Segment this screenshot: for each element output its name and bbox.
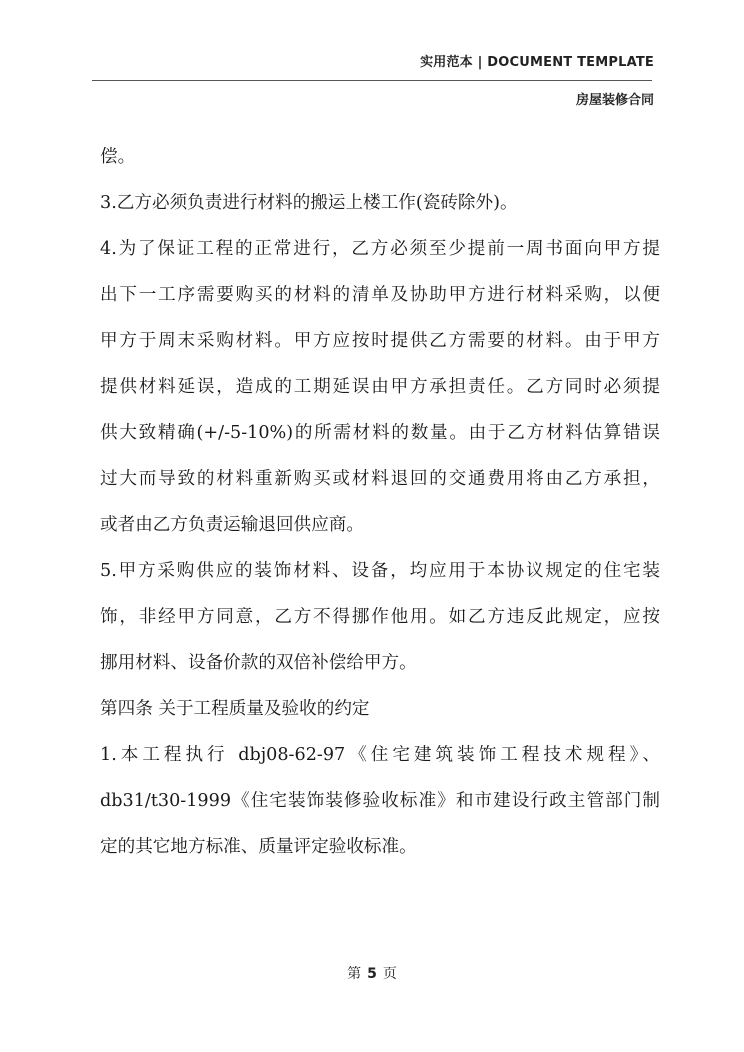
header-divider [92, 80, 652, 81]
page-number: 5 [367, 966, 377, 982]
body-line: 甲方于周末采购材料。甲方应按时提供乙方需要的材料。由于甲方 [100, 331, 660, 351]
page-label-suffix: 页 [382, 966, 397, 982]
body-line: 偿。 [100, 147, 136, 167]
body-line: 5.甲方采购供应的装饰材料、设备，均应用于本协议规定的住宅装 [100, 561, 660, 581]
section-heading: 第四条 关于工程质量及验收的约定 [100, 699, 370, 719]
body-line: 或者由乙方负责运输退回供应商。 [100, 515, 364, 535]
body-line: 提供材料延误，造成的工期延误由甲方承担责任。乙方同时必须提 [100, 377, 660, 397]
body-line: 出下一工序需要购买的材料的清单及协助甲方进行材料采购，以便 [100, 285, 660, 305]
body-line: 饰，非经甲方同意，乙方不得挪作他用。如乙方违反此规定，应按 [100, 607, 660, 627]
body-line: 过大而导致的材料重新购买或材料退回的交通费用将由乙方承担， [100, 469, 660, 489]
body-line: 供大致精确(+/-5-10%)的所需材料的数量。由于乙方材料估算错误 [100, 423, 660, 443]
document-header-title: 实用范本 | DOCUMENT TEMPLATE [420, 55, 654, 70]
page-footer [0, 963, 744, 983]
document-body [100, 134, 660, 870]
body-line: 挪用材料、设备价款的双倍补偿给甲方。 [100, 653, 417, 673]
body-line: 1.本工程执行 dbj08-62-97《住宅建筑装饰工程技术规程》、 [100, 745, 660, 765]
body-line: db31/t30-1999《住宅装饰装修验收标准》和市建设行政主管部门制 [100, 791, 660, 811]
body-line: 3.乙方必须负责进行材料的搬运上楼工作(瓷砖除外)。 [100, 193, 518, 213]
body-line: 定的其它地方标准、质量评定验收标准。 [100, 837, 417, 857]
body-line: 4.为了保证工程的正常进行，乙方必须至少提前一周书面向甲方提 [100, 239, 660, 259]
document-subtitle: 房屋装修合同 [575, 93, 654, 108]
page-label-prefix: 第 [347, 966, 362, 982]
